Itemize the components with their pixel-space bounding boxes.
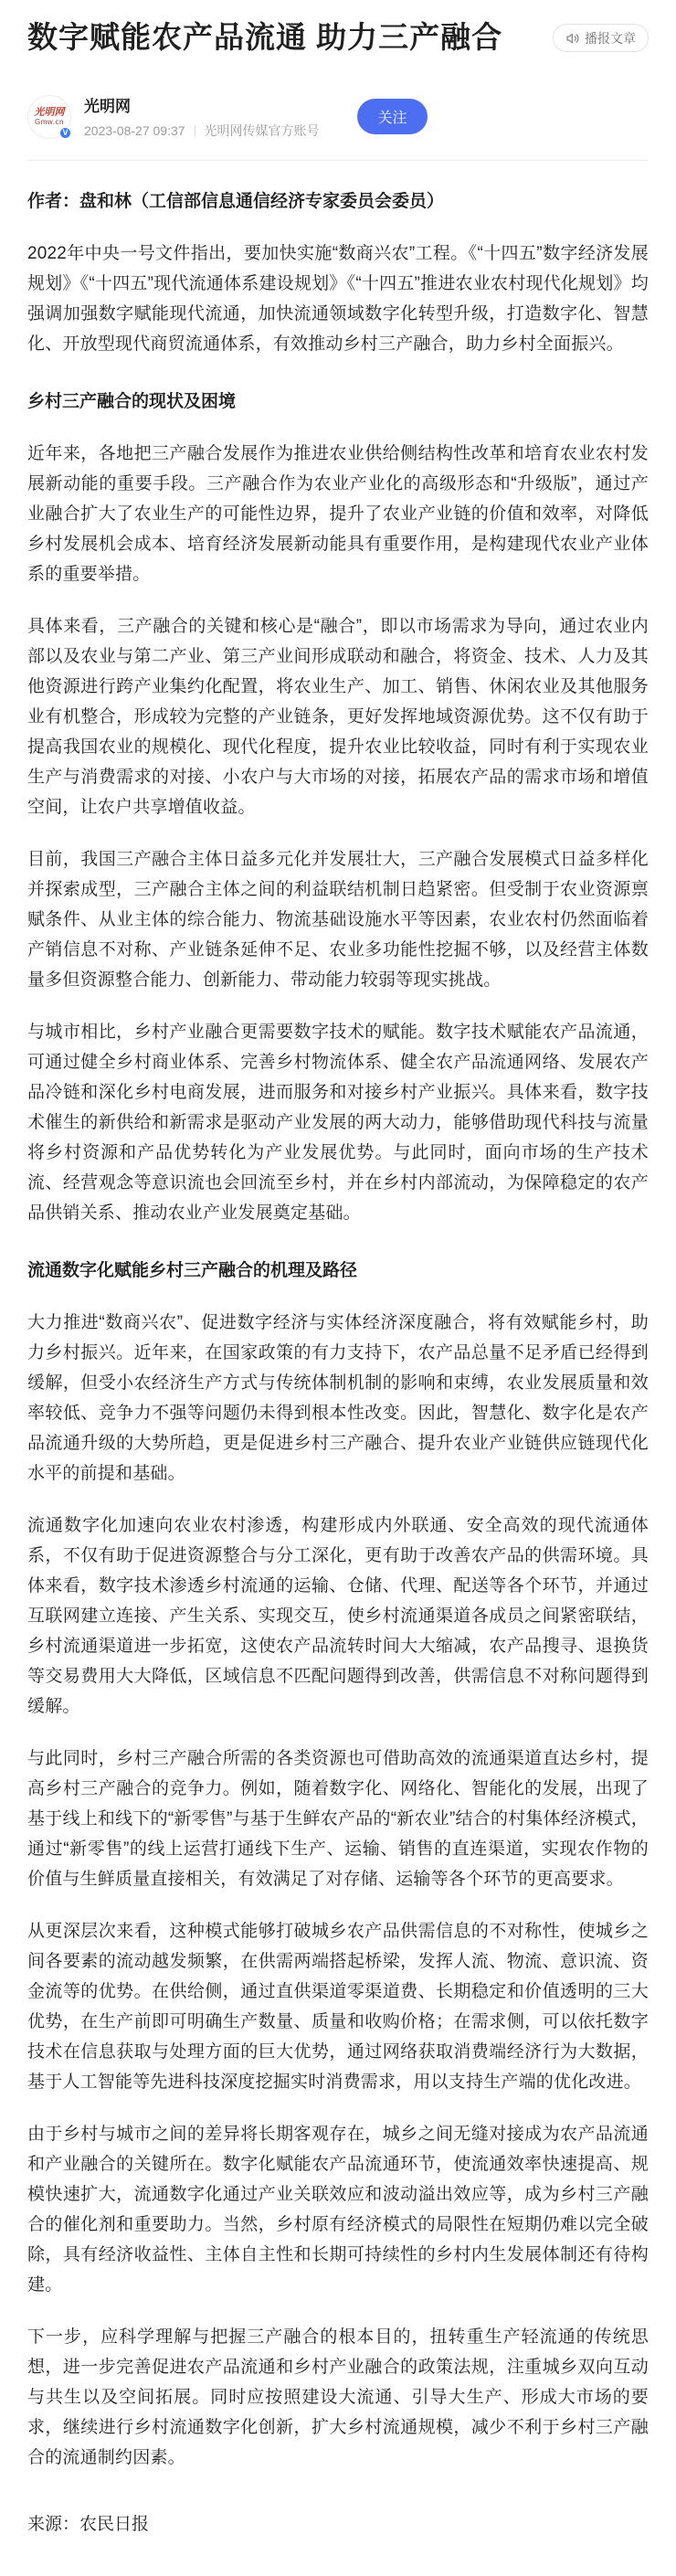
paragraph: 从更深层次来看，这种模式能够打破城乡农产品供需信息的不对称性，使城乡之间各要素的流动越发频繁，在供需两端搭起桥梁，发挥人流、物流、意识流、资金流等的优势。在供给侧，通过直供渠道零渠道费、长期稳定和价值透明的三大优势，在生产前即可明确生产数量、质量和收购价格；在需求侧，可以依托数字技术在信息获取与处理方面的巨大优势，通过网络获取消费端经济行为大数据，基于人工智能等先进科技深度挖掘实时消费需求，用以支持生产端的优化改进。 xyxy=(27,1922,649,2092)
article-body xyxy=(27,186,649,2539)
publisher-name[interactable]: 光明网 xyxy=(84,98,131,115)
avatar[interactable] xyxy=(27,95,71,139)
publish-date: 2023-08-27 09:37 xyxy=(84,123,185,138)
paragraph: 下一步，应科学理解与把握三产融合的根本目的，扭转重生产轻流通的传统思想，进一步完善促进农产品流通和乡村产业融合的政策法规，注重城乡双向互动与共生以及空间拓展。同时应按照建设大流通、引导大生产、形成大市场的要求，继续进行乡村流通数字化创新，扩大乡村流通规模，减少不利于乡村三产融合的流通制约因素。 xyxy=(27,2327,649,2467)
follow-button[interactable]: 关注 xyxy=(357,99,428,134)
paragraph: 与此同时，乡村三产融合所需的各类资源也可借助高效的流通渠道直达乡村，提高乡村三产融合的竞争力。例如，随着数字化、网络化、智能化的发展，出现了基于线上和线下的“新零售”与基于生鲜农产品的“新农业”结合的村集体经济模式，通过“新零售”的线上运营打通线下生产、运输、销售的直连渠道，实现农作物的价值与生鲜质量直接相关，有效满足了对存储、运输等各个环节的更高要求。 xyxy=(27,1749,649,1889)
speaker-icon xyxy=(565,31,580,46)
title-row xyxy=(27,16,649,58)
paragraph: 目前，我国三产融合主体日益多元化并发展壮大，三产融合发展模式日益多样化并探索成型，三产融合主体之间的利益联结机制日趋紧密。但受制于农业资源禀赋条件、从业主体的综合能力、物流基础设施水平等因素，农业农村仍然面临着产销信息不对称、产业链条延伸不足、农业多功能性挖掘不够，以及经营主体数量多但资源整合能力、创新能力、带动能力较弱等现实挑战。 xyxy=(27,850,649,990)
author-byline: 作者：盘和林（工信部信息通信经济专家委员会委员） xyxy=(27,192,445,211)
broadcast-article-button[interactable] xyxy=(553,24,649,52)
paragraph: 2022年中央一号文件指出，要加快实施“数商兴农”工程。《“十四五”数字经济发展规划》《“十四五”现代流通体系建设规划》《“十四五”推进农业农村现代化规划》均强调加强数字赋能现代流通，加快流通领域数字化转型升级，打造数字化、智慧化、开放型现代商贸流通体系，有效推动乡村三产融合，助力乡村全面振兴。 xyxy=(27,244,649,354)
section-heading: 流通数字化赋能乡村三产融合的机理及路径 xyxy=(27,1261,358,1280)
paragraph: 流通数字化加速向农业农村渗透，构建形成内外联通、安全高效的现代流通体系，不仅有助于促进资源整合与分工深化，更有助于改善农产品的供需环境。具体来看，数字技术渗透乡村流通的运输、仓储、代理、配送等各个环节，并通过互联网建立连接、产生关系、实现交互，使乡村流通渠道各成员之间紧密联结，乡村流通渠道进一步拓宽，这使农产品流转时间大大缩减，农产品搜寻、退换货等交易费用大大降低，区域信息不匹配问题得到改善，供需信息不对称问题得到缓解。 xyxy=(27,1516,649,1716)
account-description: 光明网传媒官方账号 xyxy=(204,123,320,138)
publish-meta xyxy=(84,122,357,140)
source-line: 来源：农民日报 xyxy=(27,2515,150,2534)
paragraph: 具体来看，三产融合的关键和核心是“融合”，即以市场需求为导向，通过农业内部以及农业与第二产业、第三产业间形成联动和融合，将资金、技术、人力及其他资源进行跨产业集约化配置，将农业生产、加工、销售、休闲农业及其他服务业有机整合，形成较为完整的产业链条，更好发挥地域资源优势。这不仅有助于提高我国农业的规模化、现代化程度，提升农业比较收益，同时有利于实现农业生产与消费需求的对接、小农户与大市场的对接，拓展农产品的需求市场和增值空间，让农户共享增值收益。 xyxy=(27,617,649,817)
author-info xyxy=(84,93,357,140)
verified-badge-icon: V xyxy=(58,126,72,140)
page-title: 数字赋能农产品流通 助力三产融合 xyxy=(27,20,503,54)
broadcast-label: 播报文章 xyxy=(585,30,636,46)
header-divider xyxy=(27,160,649,161)
paragraph: 与城市相比，乡村产业融合更需要数字技术的赋能。数字技术赋能农产品流通，可通过健全乡村商业体系、完善乡村物流体系、健全农产品流通网络、发展农产品冷链和深化乡村电商发展，进而服务和对接乡村产业振兴。具体来看，数字技术催生的新供给和新需求是驱动产业发展的两大动力，能够借助现代科技与流量将乡村资源和产品优势转化为产业发展优势。与此同时，面向市场的生产技术流、经营观念等意识流也会回流至乡村，并在乡村内部流动，为保障稳定的农产品供销关系、推动农业产业发展奠定基础。 xyxy=(27,1023,649,1223)
paragraph: 大力推进“数商兴农”、促进数字经济与实体经济深度融合，将有效赋能乡村，助力乡村振兴。近年来，在国家政策的有力支持下，农产品总量不足矛盾已经得到缓解，但受小农经济生产方式与传统体制机制的影响和束缚，农业发展质量和效率较低、竞争力不强等问题仍未得到根本性改变。因此，智慧化、数字化是农产品流通升级的大势所趋，更是促进乡村三产融合、提升农业产业链供应链现代化水平的前提和基础。 xyxy=(27,1313,649,1483)
section-heading: 乡村三产融合的现状及困境 xyxy=(27,392,237,411)
publisher-logo-domain: Gmw.cn xyxy=(35,118,64,126)
author-bar xyxy=(27,93,649,140)
paragraph: 近年来，各地把三产融合发展作为推进农业供给侧结构性改革和培育农业农村发展新动能的重要手段。三产融合作为农业产业化的高级形态和“升级版”，通过产业融合扩大了农业生产的可能性边界，提升了农业产业链的价值和效率，对降低乡村发展机会成本、培育经济发展新动能具有重要作用，是构建现代农业产业体系的重要举措。 xyxy=(27,444,649,584)
paragraph: 由于乡村与城市之间的差异将长期客观存在，城乡之间无缝对接成为农产品流通和产业融合的关键所在。数字化赋能农产品流通环节，使流通效率快速提高、规模快速扩大，流通数字化通过产业关联效应和波动溢出效应等，成为乡村三产融合的催化剂和重要助力。当然，乡村原有经济模式的局限性在短期仍难以完全破除，具有经济收益性、主体自主性和长期可持续性的乡村内生发展体制还有待构建。 xyxy=(27,2125,649,2295)
publisher-logo: 光明网 xyxy=(34,107,65,118)
